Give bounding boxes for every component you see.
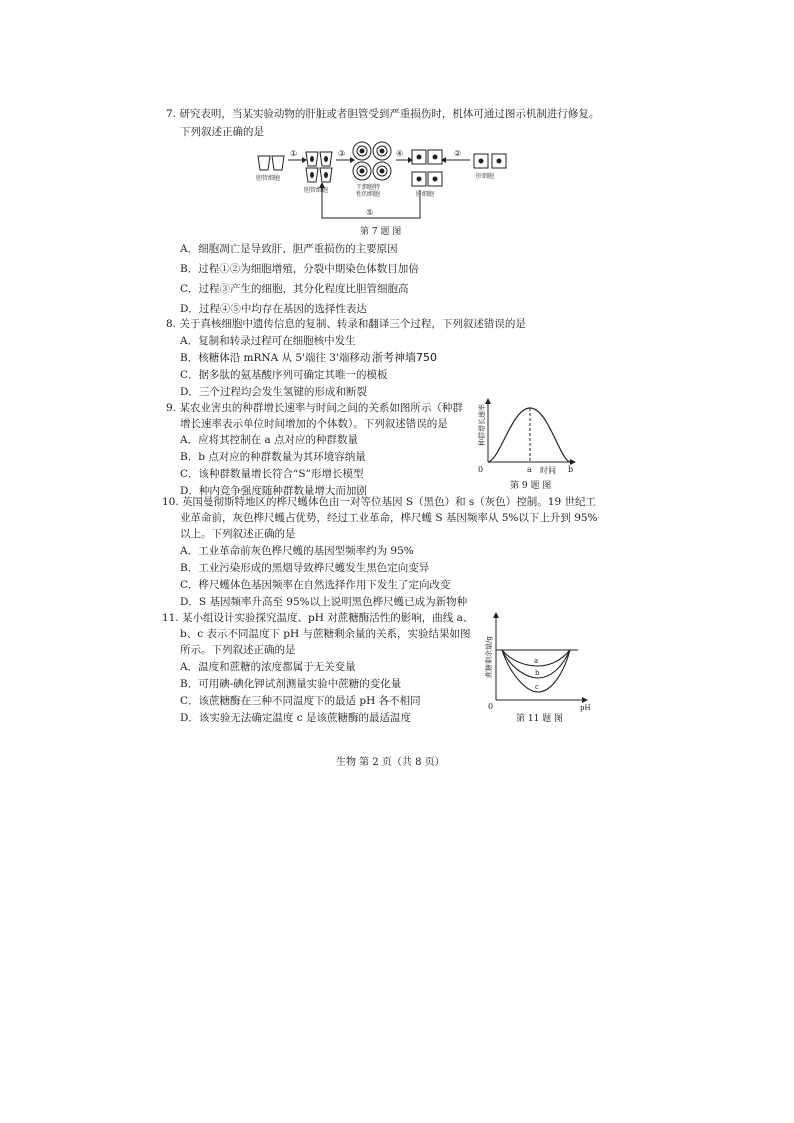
liver-cell-label-2: 肝细胞: [476, 173, 495, 180]
stem-cell-label-2: 性的细胞: [356, 191, 381, 198]
q11-ylabel: 蔗糖剩余量/g: [485, 636, 493, 678]
q9-stem-line2: 增长速率表示单位时间增加的个体数）。下列叙述错误的是: [180, 418, 448, 430]
q9-option-b: B．b 点对应的种群数量为其环境容纳量: [180, 451, 366, 463]
q10-option-a: A．工业革命前灰色桦尺蠖的基因型频率约为 95%: [180, 545, 414, 557]
q8-stem: 8. 关于真核细胞中遗传信息的复制、转录和翻译三个过程，下列叙述错误的是: [166, 318, 526, 330]
q11-xlabel: pH: [580, 704, 591, 712]
q11-caption: 第 11 题 图: [516, 714, 564, 724]
q9-origin-label: 0: [478, 465, 484, 474]
bile-cell-label-1: 胆管细胞: [256, 175, 281, 182]
bile-cell-shape: [258, 156, 270, 170]
q9-option-d: D．种内竞争强度随种群数量增大而加剧: [180, 485, 367, 497]
q9-b-label: b: [568, 465, 574, 474]
q9-caption: 第 9 题 图: [510, 481, 552, 491]
q11-curve-c-label: c: [535, 683, 539, 691]
q10-option-d: D．S 基因频率升高至 95%以上说明黑色桦尺蠖已成为新物种: [180, 596, 468, 608]
q11-stem-line3: 所示。下列叙述正确的是: [180, 644, 296, 656]
q9-curve: [488, 408, 570, 462]
step-1-label: ①: [290, 149, 298, 158]
q11-curve-a-label: a: [534, 657, 539, 665]
q10-stem-line2: 业革命前，灰色桦尺蠖占优势，经过工业革命，桦尺蠖 S 基因频率从 5%以下上升到 95%: [180, 512, 598, 524]
q8-option-d: D．三个过程均会发生氢键的形成和断裂: [180, 386, 367, 398]
q9-option-a: A．应将其控制在 a 点对应的种群数量: [180, 434, 359, 446]
step-4-label: ④: [396, 149, 404, 158]
q9-xlabel: 时间: [540, 466, 556, 475]
q10-option-c: C．桦尺蠖体色基因频率在自然选择作用下发生了定向改变: [180, 579, 451, 591]
q8-option-c: C．据多肽的氨基酸序列可确定其唯一的模板: [180, 369, 388, 381]
q9-a-label: a: [527, 465, 532, 474]
q10-option-b: B．工业污染形成的黑烟导致桦尺蠖发生黑色定向变异: [180, 562, 430, 574]
q11-sucrose-chart: [478, 612, 596, 712]
q7-caption: 第 7 题 图: [360, 227, 402, 237]
q7-stem-line2: 下列叙述正确的是: [180, 126, 264, 138]
q11-stem-line1: 11. 某小组设计实验探究温度、pH 对蔗糖酶活性的影响，曲线 a、: [162, 612, 474, 624]
q9-stem-line1: 9. 某农业害虫的种群增长速率与时间之间的关系如图所示（种群: [166, 402, 463, 414]
q11-origin-label: 0: [488, 702, 494, 711]
q11-option-b: B．可用碘-碘化钾试剂测量实验中蔗糖的变化量: [180, 678, 402, 690]
q10-stem-line1: 10. 英国曼彻斯特地区的桦尺蠖体色由一对等位基因 S（黑色）和 s（灰色）控制。19 世纪工: [162, 496, 596, 508]
q7-option-b: B．过程①②为细胞增殖，分裂中期染色体数目加倍: [180, 263, 419, 275]
bile-cell-label-2: 胆管细胞: [304, 187, 329, 194]
bile-cell-shape: [272, 156, 284, 170]
page-footer: 生物 第 2 页（共 8 页）: [336, 757, 445, 768]
step-2-label: ②: [454, 149, 462, 158]
q11-stem-line2: b、c 表示不同温度下 pH 与蔗糖剩余量的关系，实验结果如图: [180, 628, 471, 640]
q7-option-a: A．细胞凋亡是导致肝、胆严重损伤的主要原因: [180, 243, 398, 255]
q11-option-c: C．该蔗糖酶在三种不同温度下的最适 pH 各不相同: [180, 695, 421, 707]
step-3-label: ③: [338, 149, 346, 158]
q7-option-c: C．过程③产生的细胞，其分化程度比胆管细胞高: [180, 283, 409, 295]
q10-stem-line3: 以上。下列叙述正确的是: [180, 528, 296, 540]
step-5-label: ⑤: [366, 208, 374, 217]
stem-cell-label-1: 干细胞特: [356, 184, 381, 191]
q8-option-a: A．复制和转录过程可在细胞核中发生: [180, 335, 356, 347]
q7-stem-line1: 7. 研究表明，当某实验动物的肝脏或者胆管受到严重损伤时，机体可通过图示机制进行修复。: [166, 108, 600, 120]
q7-option-d: D．过程④⑤中均存在基因的选择性表达: [180, 303, 367, 315]
q11-curve-b-label: b: [535, 669, 540, 677]
q9-option-c: C．该种群数量增长符合“S”形增长模型: [180, 468, 364, 480]
q8-option-b: B．核糖体沿 mRNA 从 5'端往 3'端移动: [180, 352, 371, 364]
q9-growth-rate-chart: [478, 396, 588, 478]
q9-ylabel: 种群增长速率: [478, 404, 486, 446]
q11-option-a: A．温度和蔗糖的浓度都属于无关变量: [180, 661, 356, 673]
q11-option-d: D．该实验无法确定温度 c 是该蔗糖酶的最适温度: [180, 712, 411, 724]
q7-diagram: [250, 140, 530, 230]
liver-cell-label-1: 肝细胞: [416, 191, 435, 198]
watermark-text: 浙考神墙750: [372, 351, 437, 364]
